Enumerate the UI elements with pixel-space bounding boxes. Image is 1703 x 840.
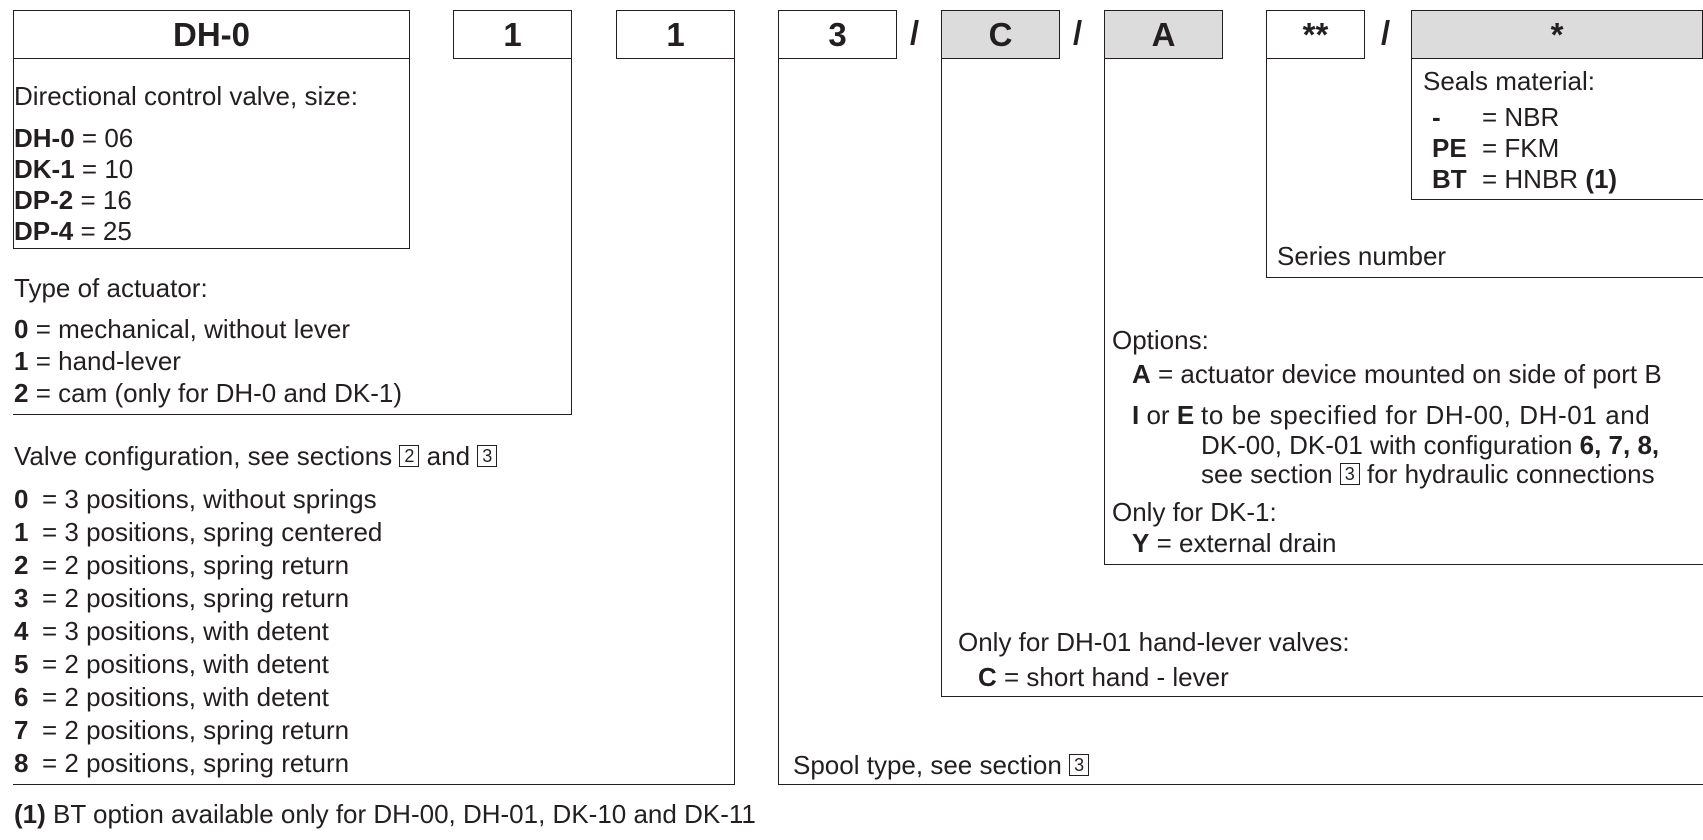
size-value: = 10 (81, 154, 134, 184)
option-y-key: Y (1132, 528, 1150, 558)
section-ref-box: 2 (399, 445, 419, 467)
size-value: = 16 (80, 185, 132, 215)
code-box-spool: 3 (778, 10, 897, 59)
size-item (14, 185, 132, 215)
actuator-item (14, 378, 402, 408)
option-ie-line1: to be specified for DH-00, DH-01 and (1201, 400, 1651, 430)
configuration-heading (14, 441, 497, 471)
configuration-item (14, 583, 349, 613)
actuator-key: 2 (14, 378, 29, 408)
seal-item (1432, 133, 1559, 163)
bracket-line (1266, 58, 1267, 278)
actuator-value: = mechanical, without lever (35, 314, 351, 344)
configuration-key: 7 (14, 715, 29, 745)
configuration-value: = 2 positions, spring return (42, 715, 350, 745)
code-box-actuator: 1 (453, 10, 572, 59)
option-e-key: E (1176, 400, 1195, 430)
option-a-item (1132, 359, 1662, 389)
section-ref-box: 3 (1069, 754, 1089, 776)
seal-key: PE (1432, 133, 1467, 163)
configuration-value: = 3 positions, with detent (42, 616, 329, 646)
bracket-line (941, 696, 1703, 697)
actuator-key: 0 (14, 314, 29, 344)
configuration-item (14, 517, 382, 547)
section-ref-box: 3 (1340, 463, 1360, 485)
actuator-heading: Type of actuator: (14, 273, 208, 303)
code-box-seals: * (1411, 10, 1703, 59)
size-key: DP-2 (14, 185, 74, 215)
configuration-item (14, 649, 329, 679)
configuration-key: 1 (14, 517, 29, 547)
configuration-item (14, 715, 349, 745)
hand-lever-item (978, 662, 1229, 692)
section-ref-box: 3 (477, 445, 497, 467)
bracket-line (778, 784, 1703, 785)
configuration-value: = 2 positions, spring return (42, 583, 350, 613)
spool-text: Spool type, see section (793, 750, 1062, 780)
configuration-value: = 2 positions, with detent (42, 682, 329, 712)
option-y-value: = external drain (1156, 528, 1337, 558)
seal-footnote-ref: (1) (1585, 164, 1618, 194)
configuration-value: = 3 positions, without springs (42, 484, 377, 514)
option-y-item (1132, 528, 1337, 558)
size-item (14, 123, 133, 153)
actuator-key: 1 (14, 346, 29, 376)
configuration-heading-text: Valve configuration, see sections (14, 441, 393, 471)
configuration-item (14, 484, 377, 514)
bracket-line (1411, 199, 1703, 200)
footnote-marker: (1) (14, 799, 46, 829)
option-ie-line2-text: DK-00, DK-01 with configuration (1201, 430, 1573, 460)
actuator-item (14, 346, 181, 376)
size-item (14, 154, 133, 184)
code-box-model: DH-0 (13, 10, 410, 59)
bracket-line (1104, 58, 1105, 564)
bracket-line (571, 58, 572, 415)
actuator-value: = cam (only for DH-0 and DK-1) (35, 378, 402, 408)
seal-key: BT (1432, 164, 1467, 194)
bracket-line (734, 58, 735, 785)
option-ie-line2-bold: 6, 7, 8, (1579, 430, 1660, 460)
size-key: DP-4 (14, 216, 74, 246)
bracket-line (13, 248, 410, 249)
footnote-text: BT option available only for DH-00, DH-01, DK-10 and DK-11 (53, 799, 756, 829)
code-box-option-c: C (941, 10, 1060, 59)
size-value: = 25 (80, 216, 132, 246)
bracket-line (1266, 277, 1703, 278)
configuration-key: 4 (14, 616, 29, 646)
hand-lever-heading: Only for DH-01 hand-lever valves: (958, 627, 1350, 657)
bracket-line (13, 414, 572, 415)
hand-lever-value: = short hand - lever (1004, 662, 1229, 692)
size-heading: Directional control valve, size: (14, 81, 358, 111)
configuration-key: 6 (14, 682, 29, 712)
code-box-option-a: A (1104, 10, 1223, 59)
options-heading: Options: (1112, 325, 1209, 355)
configuration-key: 2 (14, 550, 29, 580)
configuration-key: 5 (14, 649, 29, 679)
size-item (14, 216, 132, 246)
bracket-line (409, 58, 410, 248)
option-a-key: A (1132, 359, 1151, 389)
option-ie-line3-pre: see section (1201, 459, 1333, 489)
separator-slash: / (910, 14, 920, 51)
configuration-item (14, 616, 329, 646)
size-key: DK-1 (14, 154, 75, 184)
seal-key: - (1432, 102, 1441, 132)
seal-value: = NBR (1482, 102, 1560, 132)
bracket-line (13, 784, 735, 785)
seal-item (1432, 102, 1559, 132)
option-a-value: = actuator device mounted on side of port B (1158, 359, 1662, 389)
seals-heading: Seals material: (1423, 66, 1595, 96)
dk-heading: Only for DK-1: (1112, 497, 1277, 527)
actuator-value: = hand-lever (35, 346, 181, 376)
size-key: DH-0 (14, 123, 75, 153)
footnote (14, 799, 756, 829)
option-ie-line3 (1201, 459, 1655, 489)
configuration-value: = 3 positions, spring centered (42, 517, 383, 547)
option-or: or (1146, 400, 1170, 430)
configuration-value: = 2 positions, with detent (42, 649, 329, 679)
code-box-series: ** (1266, 10, 1365, 59)
bracket-line (1104, 564, 1703, 565)
configuration-key: 0 (14, 484, 29, 514)
series-number-label: Series number (1277, 241, 1447, 271)
configuration-heading-and: and (426, 441, 471, 471)
bracket-line (941, 58, 942, 696)
configuration-value: = 2 positions, spring return (42, 550, 350, 580)
spool-label (793, 750, 1089, 780)
option-i-key: I (1132, 400, 1140, 430)
option-ie-line3-post: for hydraulic connections (1367, 459, 1655, 489)
seal-item (1432, 164, 1617, 194)
bracket-line (778, 58, 779, 785)
configuration-item (14, 682, 329, 712)
configuration-key: 8 (14, 748, 29, 778)
configuration-value: = 2 positions, spring return (42, 748, 350, 778)
hand-lever-key: C (978, 662, 997, 692)
size-value: = 06 (81, 123, 134, 153)
code-box-config: 1 (616, 10, 735, 59)
seal-value: = HNBR (1482, 164, 1579, 194)
configuration-item (14, 550, 349, 580)
bracket-line (1411, 58, 1412, 199)
option-ie-keys (1132, 400, 1194, 430)
seal-value: = FKM (1482, 133, 1560, 163)
configuration-item (14, 748, 349, 778)
separator-slash: / (1381, 14, 1391, 51)
actuator-item (14, 314, 350, 344)
option-ie-line2 (1201, 430, 1659, 460)
configuration-key: 3 (14, 583, 29, 613)
separator-slash: / (1073, 14, 1083, 51)
